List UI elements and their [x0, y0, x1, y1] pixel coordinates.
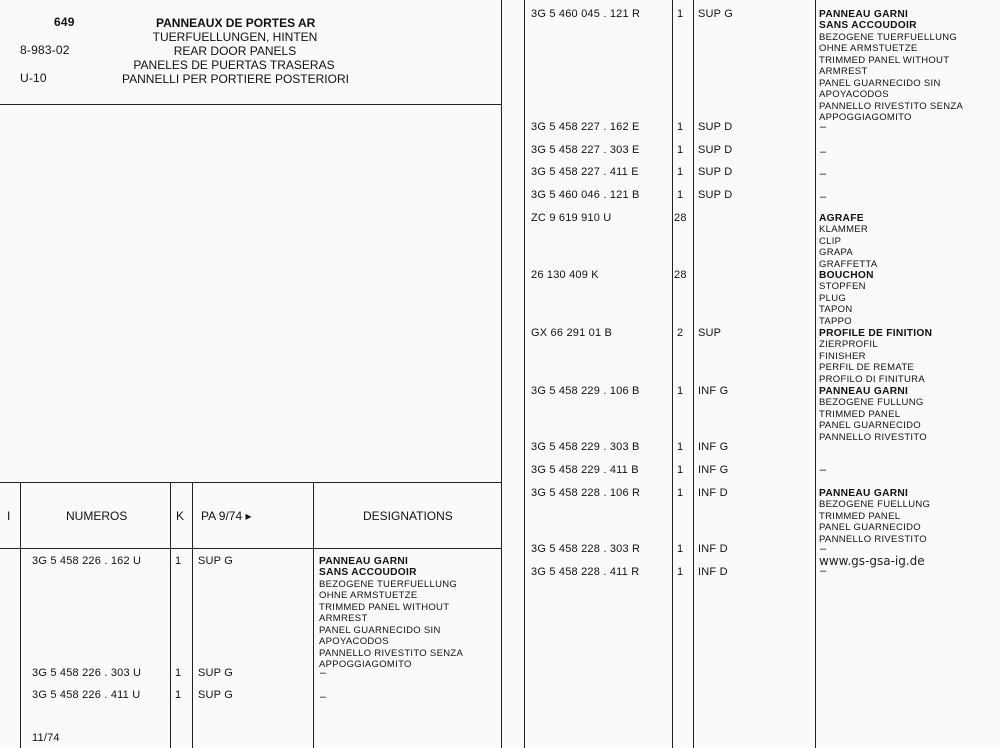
designation-line: PANEL GUARNECIDO [819, 522, 921, 534]
designation-line: TRIMMED PANEL [819, 408, 901, 420]
designation-line: AGRAFE [819, 213, 864, 224]
designation-dash: – [320, 667, 327, 679]
website-url[interactable]: www.gs-gsa-ig.de [819, 554, 925, 568]
position: INF D [698, 543, 728, 555]
position: INF G [698, 464, 729, 476]
part-number: 3G 5 458 227 . 162 E [531, 121, 640, 133]
right-col-divider-2 [672, 0, 673, 748]
position: SUP G [198, 689, 234, 701]
quantity: 1 [677, 385, 684, 397]
designation-line: PROFILE DE FINITION [819, 328, 933, 339]
quantity: 1 [677, 543, 684, 555]
designation-line: BEZOGENE FUELLUNG [819, 499, 931, 511]
col-header-numeros: NUMEROS [66, 509, 128, 523]
part-number: 3G 5 458 227 . 411 E [531, 166, 639, 178]
part-number: 3G 5 458 228 . 303 R [531, 543, 641, 555]
position: SUP G [198, 667, 234, 679]
doc-section: U-10 [20, 71, 47, 85]
quantity: 1 [677, 189, 684, 201]
designation-line: ZIERPROFIL [819, 339, 878, 351]
designation-line: FINISHER [819, 350, 866, 362]
designation-line: GRAFFETTA [819, 258, 878, 270]
title-en: REAR DOOR PANELS [173, 44, 297, 58]
part-number: 3G 5 458 228 . 106 R [531, 487, 641, 499]
quantity: 1 [677, 144, 684, 156]
designation-line: PLUG [819, 292, 847, 304]
designation-line: TRIMMED PANEL WITHOUT [819, 54, 950, 66]
designation-line: PANNEAU GARNI [819, 386, 909, 397]
table-header-top-rule [0, 482, 501, 483]
quantity: 1 [175, 667, 182, 679]
designation-dash: – [820, 464, 827, 476]
part-number: 3G 5 458 229 . 303 B [531, 441, 640, 453]
title-es: PANELES DE PUERTAS TRASERAS [133, 58, 335, 72]
header-bottom-rule [0, 104, 501, 105]
designation-line: PANEL GUARNECIDO SIN [819, 77, 941, 89]
designation-line: BEZOGENE TUERFUELLUNG [319, 578, 458, 590]
designation-line: PANNEAU GARNI [319, 556, 409, 567]
designation-dash: – [820, 191, 827, 203]
quantity: 1 [677, 566, 684, 578]
designation-line: TRIMMED PANEL [819, 510, 901, 522]
designation-dash: – [820, 543, 827, 555]
position: INF G [698, 385, 729, 397]
designation-line: CLIP [819, 235, 842, 247]
col-header-pa: PA 9/74 ▸ [201, 509, 252, 523]
designation [319, 556, 463, 671]
designation-line: PERFIL DE REMATE [819, 362, 915, 374]
designation-line: TAPON [819, 304, 853, 316]
designation-line: PANNELLO RIVESTITO SENZA [819, 100, 964, 112]
position: SUP G [698, 8, 734, 20]
part-number: 3G 5 460 045 . 121 R [531, 8, 641, 20]
designation-line: OHNE ARMSTUETZE [319, 590, 418, 602]
designation [819, 488, 930, 545]
designation-line: APPOGGIAGOMITO [319, 659, 412, 671]
title-fr: PANNEAUX DE PORTES AR [156, 16, 316, 30]
designation-line: PANNELLO RIVESTITO SENZA [319, 647, 464, 659]
designation-line: PROFILO DI FINITURA [819, 373, 925, 385]
quantity: 1 [677, 166, 684, 178]
quantity: 1 [677, 464, 684, 476]
part-number: 3G 5 458 229 . 106 B [531, 385, 640, 397]
position: INF D [698, 487, 728, 499]
part-number: 3G 5 458 228 . 411 R [531, 566, 640, 578]
col-divider-pa [313, 482, 314, 748]
designation-line: PANNEAU GARNI [819, 9, 909, 20]
right-col-divider-1 [524, 0, 525, 748]
designation-line: SANS ACCOUDOIR [319, 567, 417, 579]
table-header-bottom-rule [0, 548, 501, 549]
quantity: 28 [674, 212, 687, 224]
designation [819, 328, 932, 385]
footer-date: 11/74 [32, 732, 60, 744]
part-number: 3G 5 458 226 . 303 U [32, 667, 142, 679]
quantity: 28 [674, 269, 687, 281]
quantity: 1 [677, 441, 684, 453]
designation-line: ARMREST [319, 613, 368, 625]
right-col-divider-3 [693, 0, 694, 748]
position: SUP D [698, 166, 733, 178]
designation-line: PANNELLO RIVESTITO [819, 431, 927, 443]
position: SUP D [698, 144, 733, 156]
designation-dash: – [320, 691, 327, 703]
designation-line: PANEL GUARNECIDO SIN [319, 624, 441, 636]
quantity: 1 [175, 689, 182, 701]
designation-line: TAPPO [819, 315, 852, 327]
col-header-i: I [7, 509, 11, 523]
designation [819, 270, 874, 327]
designation [819, 386, 927, 443]
col-divider-numeros [170, 482, 171, 748]
designation-line: APOYACODOS [319, 636, 389, 648]
designation-dash: – [820, 121, 827, 133]
part-number: 3G 5 458 229 . 411 B [531, 464, 639, 476]
designation [819, 213, 877, 270]
col-divider-k [192, 482, 193, 748]
designation-line: PANNELLO RIVESTITO [819, 533, 927, 545]
page-number: 649 [54, 15, 75, 29]
part-number: ZC 9 619 910 U [531, 212, 612, 224]
col-header-k: K [176, 509, 185, 523]
designation-line: KLAMMER [819, 224, 869, 236]
col-divider-i [20, 482, 21, 748]
designation-line: PANEL GUARNECIDO [819, 420, 921, 432]
designation-line: TRIMMED PANEL WITHOUT [319, 601, 450, 613]
part-number: 3G 5 458 226 . 162 U [32, 555, 142, 567]
position: SUP D [698, 189, 733, 201]
part-number: GX 66 291 01 B [531, 327, 613, 339]
position: INF D [698, 566, 728, 578]
designation-line: BEZOGENE FULLUNG [819, 397, 924, 409]
designation [819, 9, 963, 124]
designation-line: BOUCHON [819, 270, 874, 281]
quantity: 1 [175, 555, 182, 567]
part-number: 26 130 409 K [531, 269, 599, 281]
position: SUP D [698, 121, 733, 133]
part-number: 3G 5 458 227 . 303 E [531, 144, 640, 156]
designation-line: ARMREST [819, 66, 868, 78]
page-divider [501, 0, 502, 748]
col-header-designations: DESIGNATIONS [363, 509, 453, 523]
position: INF G [698, 441, 729, 453]
designation-line: BEZOGENE TUERFUELLUNG [819, 31, 958, 43]
doc-code: 8-983-02 [20, 43, 70, 57]
quantity: 1 [677, 121, 684, 133]
designation-line: STOPFEN [819, 281, 866, 293]
part-number: 3G 5 458 226 . 411 U [32, 689, 141, 701]
designation-line: APPOGGIAGOMITO [819, 112, 912, 124]
designation-dash: – [820, 168, 827, 180]
designation-line: PANNEAU GARNI [819, 488, 909, 499]
right-col-divider-4 [815, 0, 816, 748]
position: SUP [698, 327, 722, 339]
part-number: 3G 5 460 046 . 121 B [531, 189, 640, 201]
title-it: PANNELLI PER PORTIERE POSTERIORI [122, 72, 349, 86]
designation-line: APOYACODOS [819, 89, 889, 101]
title-de: TUERFUELLUNGEN, HINTEN [152, 30, 318, 44]
position: SUP G [198, 555, 234, 567]
designation-line: SANS ACCOUDOIR [819, 20, 917, 32]
designation-dash: – [820, 565, 827, 577]
designation-line: GRAPA [819, 247, 854, 259]
quantity: 1 [677, 487, 684, 499]
quantity: 2 [677, 327, 684, 339]
designation-dash: – [820, 146, 827, 158]
quantity: 1 [677, 8, 684, 20]
designation-line: OHNE ARMSTUETZE [819, 43, 918, 55]
